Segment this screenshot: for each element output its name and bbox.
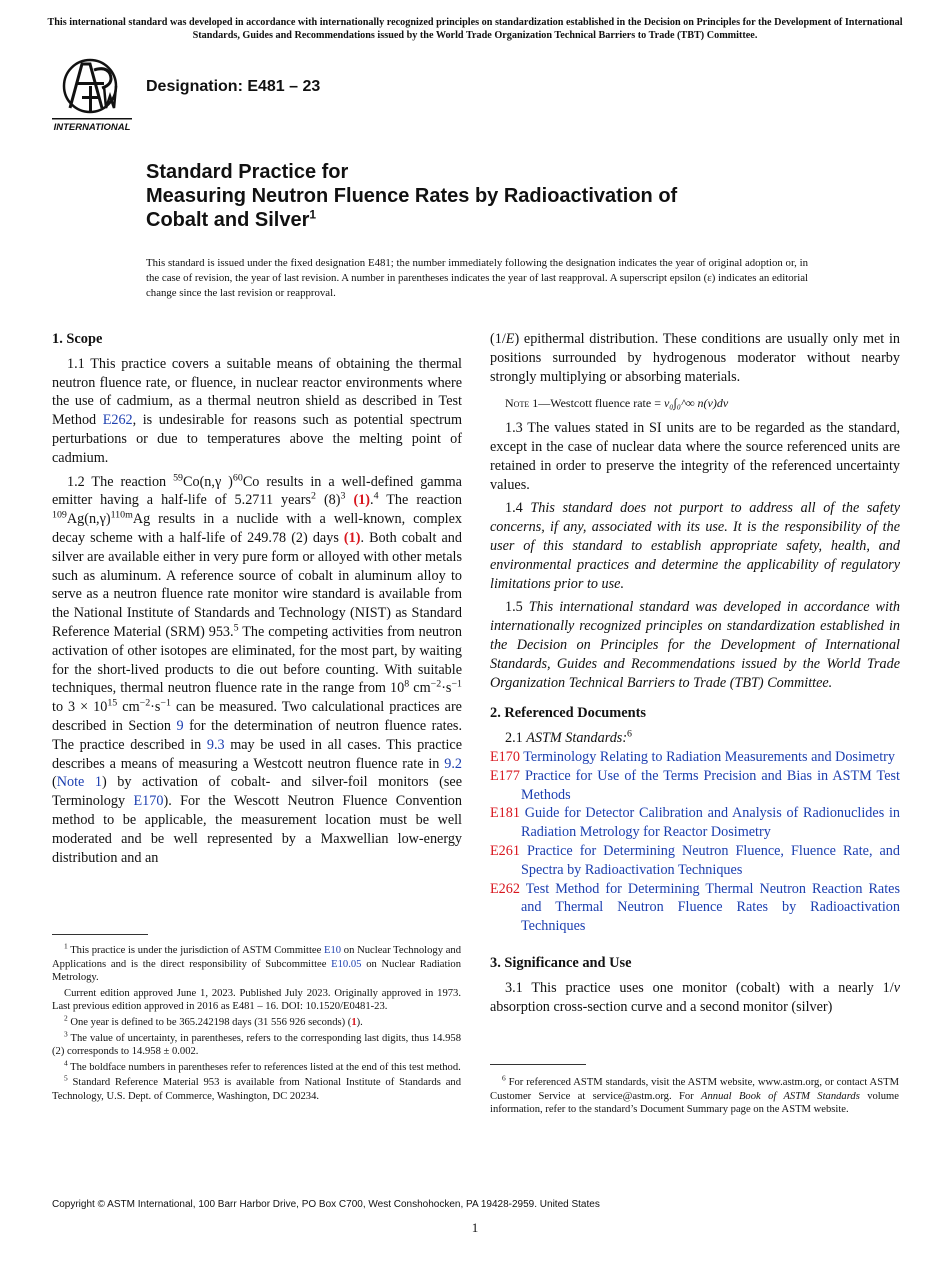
link-e262[interactable]: E262 (102, 412, 133, 429)
paragraph-1-3: 1.3 The values stated in SI units are to be regarded as the standard, except in the case of nuclear data where the source referenced units are retained in order to preserve the integrity of the referenced uncertainty values. (490, 420, 900, 493)
wto-banner: This international standard was developed in accordance with internationally recognized principles on standardization established in the Decision on Principles for the Development of International Standards, Guides and Recommendations issued by the World Trade Organization Technical Barriers to Trade (TBT) Committee. (47, 17, 903, 41)
paragraph-1-5: 1.5 This international standard was developed in accordance with internationally recognized principles on standardization established in the Decision on Principles for the Development of International Standards, Guides and Recommendations issued by the World Trade Organization Technical Barriers to Trade (TBT) Committee. (490, 599, 900, 691)
title-line-2: Measuring Neutron Fluence Rates by Radioactivation of (146, 185, 678, 207)
section-heading-significance: 3. Significance and Use (490, 954, 632, 971)
footnote-2-ref-link[interactable]: 1 (351, 1016, 357, 1028)
page-number: 1 (471, 1220, 479, 1235)
footnote-4: $^4$ The boldface numbers in parentheses refer to references listed at the end of this test method. (64, 1058, 461, 1073)
ref-item-e181[interactable]: E181 Guide for Detector Calibration and Analysis of Radionuclides in Radiation Metrology for Reactor Dosimetry (490, 805, 900, 841)
link-e10[interactable]: E10 (324, 945, 342, 956)
footnote-6: $^6$ For referenced ASTM standards, visit the ASTM website, www.astm.org, or contact ASTM Customer Service at service@astm.org. For Annual Book of ASTM Standards volume information, refer to the standard’s Document Summary page on the ASTM website. (490, 1073, 899, 1116)
paragraph-3-1: 3.1 This practice uses one monitor (cobalt) with a nearly 1/v absorption cross-section curve and a second monitor (silver) (490, 979, 900, 1015)
issuance-note: This standard is issued under the fixed designation E481; the number immediately following the designation indicates the year of original adoption or, in the case of revision, the year of last revision. A number in parentheses indicates the year of last reapproval. A superscript epsilon (ε) indicates an editorial change since the last revision or reapproval. (146, 257, 808, 299)
link-section-9-3[interactable]: 9.3 (206, 736, 225, 753)
paragraph-1-2: 1.2 The reaction $^{59}$Co(n,γ )$^{60}$Co results in a well-defined gamma emitter having a half-life of 5.2711 years$^2$ $(8)^3$ (1).$^4$ The reaction $^{109}Ag(n,\gamma)^{110m}Ag$ results in a nuclide with a well-known, complex decay scheme with a half-life of 249.78 (2) days (1). Both cobalt and silver are available either in very pure form or alloyed with other metals such as aluminum. A reference source of cobalt in aluminum alloy to serve as a neutron fluence rate monitor wire standard is available from the National Institute of Standards and Technology (NIST) as Standard Reference Material (SRM) 953.$^5$ The competing activities from neutron activation of other isotopes are eliminated, for the most part, by waiting for the short-lived products to die out before counting. With suitable techniques, thermal neutron fluence rate in the range from $10^8$ $cm^{-2}\cdot s^{-1}$ to $3 \times 10^{15}$ $cm^{-2}\cdot s^{-1}$ can be measured. Two calculational practices are described in Section 9 for the determination of neutron fluence rates. The practice described in 9.3 may be used in all cases. This practice describes a means of measuring a Westcott neutron fluence rate in 9.2 (Note 1) by activation of cobalt- and silver-foil monitors (see Terminology E170). For the Wescott Neutron Fluence Convention method to be applicable, the measurement location must be well moderated and be well represented by a Maxwellian low-energy distribution and an (52, 471, 463, 866)
ref-item-e177[interactable]: E177 Practice for Use of the Terms Precision and Bias in ASTM Test Methods (490, 767, 900, 803)
link-e10-05[interactable]: E10.05 (331, 958, 362, 970)
footnote-3: $^3$ The value of uncertainty, in parentheses, refers to the corresponding last digits, thus 14.958 (2) corresponds to 14.958 ± 0.002. (52, 1029, 461, 1058)
link-section-9[interactable]: 9 (176, 717, 184, 734)
ref-item-e262[interactable]: E262 Test Method for Determining Thermal Neutron Reaction Rates and Thermal Neutron Fluence Rates by Radioactivation Techniques (490, 880, 900, 935)
paragraph-2-1: 2.1 ASTM Standards:$^6$ (505, 728, 633, 747)
footnote-1: $^1$ This practice is under the jurisdiction of ASTM Committee E10 on Nuclear Technology and Applications and is the direct responsibility of Subcommittee E10.05 on Nuclear Radiation Metrology. (52, 941, 461, 984)
footnote-2: $^2$ One year is defined to be 365.242198 days (31 556 926 seconds) (1). (64, 1013, 363, 1028)
reference-1-link-2[interactable]: (1) (343, 529, 361, 546)
ref-item-e261[interactable]: E261 Practice for Determining Neutron Fluence, Fluence Rate, and Spectra by Radioactivation Techniques (490, 842, 900, 878)
title-line-1: Standard Practice for (146, 161, 349, 183)
right-column (490, 330, 900, 1021)
paragraph-1-4: 1.4 This standard does not purport to address all of the safety concerns, if any, associated with its use. It is the responsibility of the user of this standard to establish appropriate safety, health, and environmental practices and determine the applicability of regulatory limitations prior to use. (490, 500, 900, 592)
link-section-9-2[interactable]: 9.2 (444, 755, 462, 772)
note-1: Note 1—Westcott fluence rate = v₀∫₀^∞ n(v)dv (505, 396, 729, 411)
astm-logo (52, 56, 134, 134)
paragraph-1-1: 1.1 This practice covers a suitable means of obtaining the thermal neutron fluence rate, or fluence, in nuclear reactor environments where the use of cadmium, as a thermal neutron shield as described in Test Method E262, is undesirable for reasons such as potential spectrum perturbations or due to temperatures above the melting point of cadmium. (52, 355, 462, 466)
footnote-rule-right (490, 1064, 586, 1065)
title-line-3: Cobalt and Silver$^1$ (146, 207, 317, 231)
ref-item-e170[interactable]: E170 Terminology Relating to Radiation Measurements and Dosimetry (490, 748, 895, 765)
footnote-1-edition: Current edition approved June 1, 2023. Published July 2023. Originally approved in 1973. Last previous edition approved in 2016 as E481 – 16. DOI: 10.1520/E0481-23. (52, 987, 461, 1013)
footnote-rule-left (52, 934, 148, 935)
paragraph-1-2-continued: (1/E) epithermal distribution. These conditions are usually only met in positions surrounded by hydrogenous moderator without nearby strongly multiplying or absorbing materials. (490, 331, 900, 385)
left-column (52, 330, 462, 872)
logo-org-text: INTERNATIONAL (53, 122, 131, 133)
section-heading-referenced-documents: 2. Referenced Documents (490, 705, 646, 722)
link-note-1[interactable]: Note 1 (56, 774, 102, 791)
copyright-footer: Copyright © ASTM International, 100 Barr Harbor Drive, PO Box C700, West Conshohocken, PA 19428-2959. United States (52, 1199, 600, 1210)
footnotes-left (52, 941, 461, 1106)
document-title (146, 160, 846, 232)
footnotes-right (490, 1073, 899, 1119)
footnote-5: $^5$ Standard Reference Material 953 is available from National Institute of Standards and Technology, U.S. Dept. of Commerce, Washington, DC 20234. (52, 1073, 461, 1102)
astm-logo-icon (52, 56, 134, 134)
link-e170[interactable]: E170 (133, 793, 164, 810)
designation: Designation: E481 – 23 (146, 78, 321, 95)
section-heading-scope: 1. Scope (52, 331, 103, 347)
reference-1-link[interactable]: (1) (353, 492, 371, 509)
